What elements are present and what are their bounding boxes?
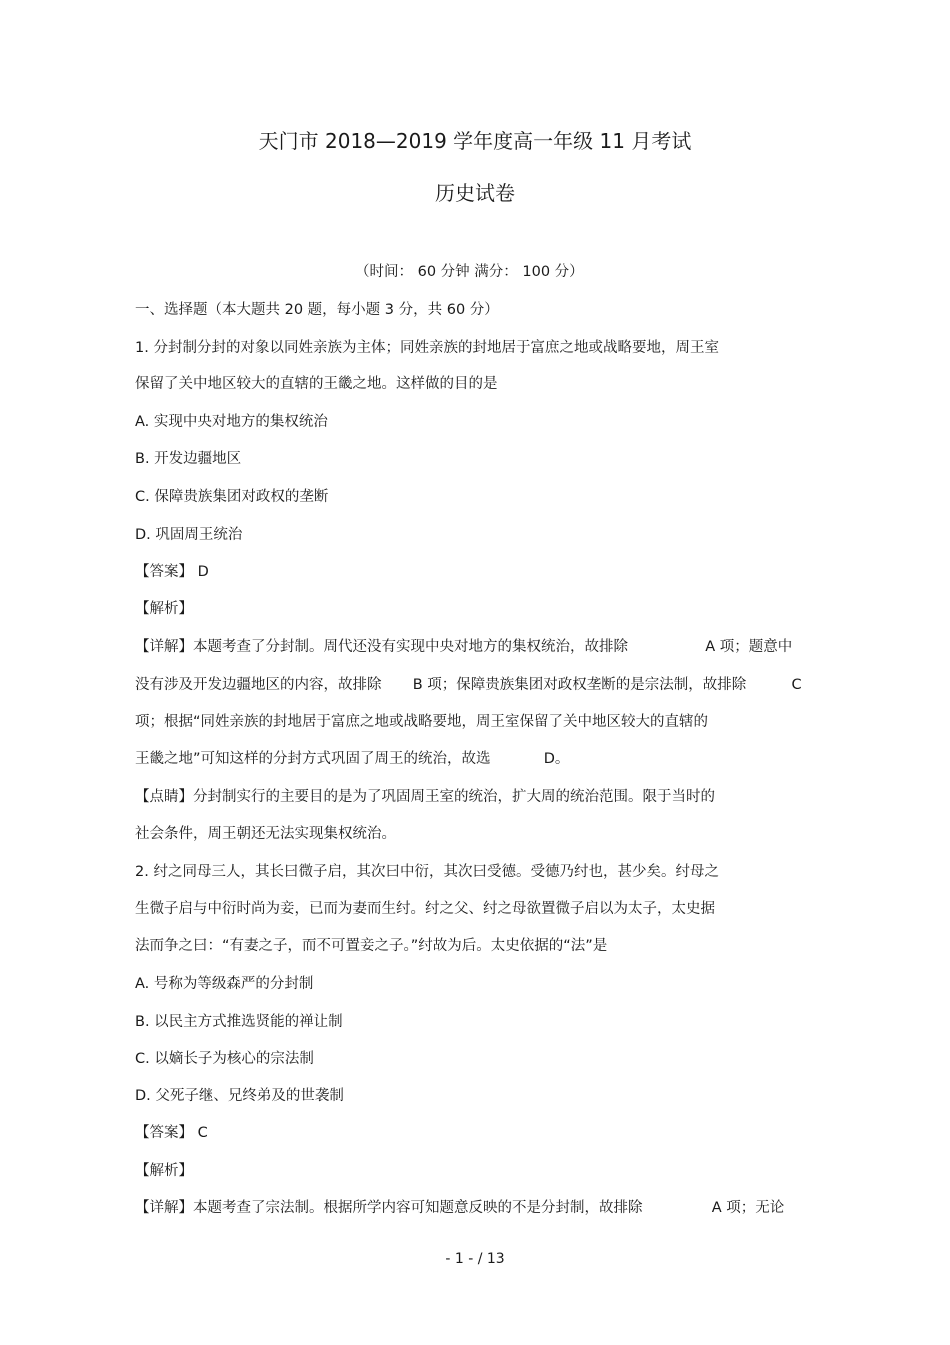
q1-analysis-label: 【解析】	[135, 601, 193, 617]
q1-option-d: D. 巩固周王统治	[135, 527, 243, 543]
section-heading: 一、选择题（本大题共 20 题，每小题 3 分，共 60 分）	[135, 302, 499, 318]
q2-option-c: C. 以嫡长子为核心的宗法制	[135, 1051, 314, 1067]
q1-detail-text: A 项；题意中	[705, 639, 793, 655]
q1-detail-text: B 项；保障贵族集团对政权垄断的是宗法制，故排除	[412, 677, 747, 693]
q2-stem-line: 生微子启与中衍时尚为妾，已而为妻而生纣。纣之父、纣之母欲置微子启以为太子，太史据	[135, 901, 715, 917]
q1-option-b: B. 开发边疆地区	[135, 451, 242, 467]
q2-detail-text: 【详解】本题考查了宗法制。根据所学内容可知题意反映的不是分封制，故排除	[135, 1200, 643, 1216]
q1-detail-text: D。	[543, 751, 570, 767]
exam-info: （时间： 60 分钟 满分： 100 分）	[355, 264, 584, 280]
subject-title: 历史试卷	[435, 181, 515, 205]
q1-detail-line	[135, 749, 569, 769]
q1-point-line: 【点睛】分封制实行的主要目的是为了巩固周王室的统治，扩大周的统治范围。限于当时的	[135, 789, 715, 805]
q2-analysis-label: 【解析】	[135, 1163, 193, 1179]
q1-detail-line	[135, 675, 802, 695]
q2-detail-text: A 项；无论	[711, 1200, 785, 1216]
exam-title: 天门市 2018—2019 学年度高一年级 11 月考试	[258, 129, 692, 153]
q1-detail-text: 王畿之地”可知这样的分封方式巩固了周王的统治，故选	[135, 751, 491, 767]
q2-answer: 【答案】 C	[135, 1125, 208, 1141]
q2-option-b: B. 以民主方式推选贤能的禅让制	[135, 1014, 343, 1030]
q1-stem-line: 1. 分封制分封的对象以同姓亲族为主体；同姓亲族的封地居于富庶之地或战略要地，周王室	[135, 340, 719, 356]
page-number: - 1 - / 13	[445, 1251, 505, 1267]
q2-option-d: D. 父死子继、兄终弟及的世袭制	[135, 1088, 344, 1104]
q1-detail-text: 【详解】本题考查了分封制。周代还没有实现中央对地方的集权统治，故排除	[135, 639, 628, 655]
q1-detail-line: 项；根据“同姓亲族的封地居于富庶之地或战略要地，周王室保留了关中地区较大的直辖的	[135, 714, 709, 730]
q2-detail-line	[135, 1198, 784, 1218]
q2-option-a: A. 号称为等级森严的分封制	[135, 976, 314, 992]
q1-option-c: C. 保障贵族集团对政权的垄断	[135, 489, 329, 505]
q1-answer: 【答案】 D	[135, 564, 209, 580]
q1-detail-line	[135, 637, 792, 657]
q1-detail-text: C	[791, 677, 802, 693]
q1-detail-text: 没有涉及开发边疆地区的内容，故排除	[135, 677, 382, 693]
q1-stem-line: 保留了关中地区较大的直辖的王畿之地。这样做的目的是	[135, 376, 498, 392]
q1-point-line: 社会条件，周王朝还无法实现集权统治。	[135, 826, 396, 842]
q1-option-a: A. 实现中央对地方的集权统治	[135, 414, 328, 430]
q2-stem-line: 法而争之曰：“有妻之子，而不可置妾之子。”纣故为后。太史依据的“法”是	[135, 938, 608, 954]
q2-stem-line: 2. 纣之同母三人，其长曰微子启，其次曰中衍，其次曰受德。受德乃纣也，甚少矣。纣母之	[135, 864, 719, 880]
